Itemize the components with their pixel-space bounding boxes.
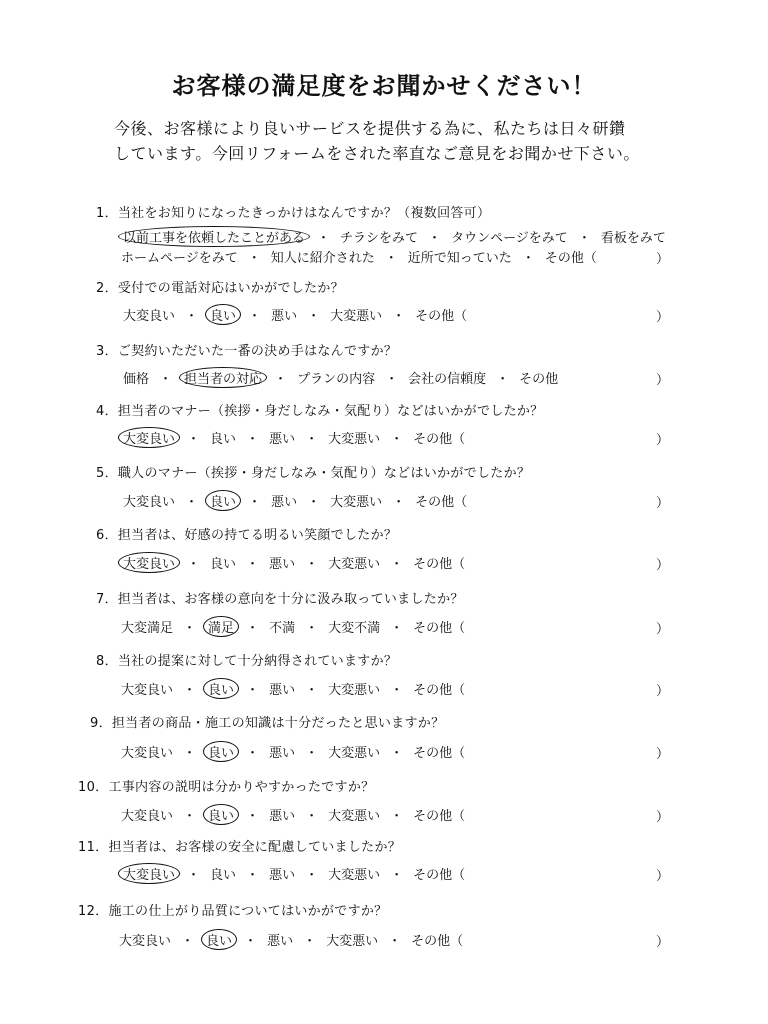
option[interactable]: プランの内容 — [297, 372, 376, 387]
close-paren: ） — [656, 373, 670, 388]
option[interactable]: 悪い — [269, 809, 296, 824]
option[interactable]: その他（ — [413, 621, 466, 636]
option[interactable]: 看板をみて — [600, 231, 666, 246]
selected-option[interactable]: 良い — [205, 490, 241, 511]
selected-option[interactable]: 良い — [203, 678, 239, 699]
selected-option[interactable]: 大変良い — [118, 552, 180, 573]
question-7-text: 7．担当者は、お客様の意向を十分に汲み取っていましたか？ — [96, 592, 464, 607]
question-6-text: 6．担当者は、好感の持てる明るい笑顔でしたか？ — [96, 528, 398, 543]
separator: ・ — [385, 372, 399, 387]
option[interactable]: 悪い — [267, 934, 294, 949]
selected-option[interactable]: 良い — [201, 929, 237, 950]
separator: ・ — [187, 868, 201, 883]
separator: ・ — [390, 746, 404, 761]
close-paren: ） — [656, 684, 670, 699]
separator: ・ — [187, 557, 201, 572]
question-1-text: 1．当社をお知りになったきっかけはなんですか？（複数回答可） — [96, 206, 491, 221]
separator: ・ — [305, 432, 319, 447]
option[interactable]: 悪い — [271, 309, 298, 324]
option[interactable]: 良い — [210, 557, 237, 572]
intro-line-1: 今後、お客様により良いサービスを提供する為に、私たちは日々研鑽 — [114, 119, 626, 138]
option[interactable]: 大変不満 — [328, 621, 381, 636]
question-2-text: 2．受付での電話対応はいかがでしたか？ — [96, 281, 344, 296]
separator: ・ — [246, 432, 260, 447]
option[interactable]: 不満 — [269, 621, 296, 636]
close-paren: ） — [656, 558, 670, 573]
separator: ・ — [390, 868, 404, 883]
option[interactable]: 悪い — [269, 868, 296, 883]
option[interactable]: 大変悪い — [328, 557, 381, 572]
separator: ・ — [248, 495, 262, 510]
option[interactable]: チラシをみて — [340, 231, 419, 246]
separator: ・ — [317, 231, 331, 246]
separator: ・ — [392, 495, 406, 510]
separator: ・ — [181, 934, 195, 949]
close-paren: ） — [656, 869, 670, 884]
option[interactable]: その他（ — [413, 557, 466, 572]
close-paren: ） — [656, 433, 670, 448]
separator: ・ — [390, 683, 404, 698]
separator: ・ — [392, 309, 406, 324]
option[interactable]: 大変満足 — [121, 621, 174, 636]
option[interactable]: 大変悪い — [330, 309, 383, 324]
separator: ・ — [577, 231, 591, 246]
separator: ・ — [246, 746, 260, 761]
separator: ・ — [246, 868, 260, 883]
option[interactable]: 大変良い — [123, 309, 176, 324]
separator: ・ — [305, 809, 319, 824]
separator: ・ — [305, 746, 319, 761]
close-paren: ） — [656, 810, 670, 825]
option[interactable]: 大変悪い — [328, 746, 381, 761]
separator: ・ — [305, 683, 319, 698]
separator: ・ — [428, 231, 442, 246]
separator: ・ — [305, 557, 319, 572]
separator: ・ — [187, 432, 201, 447]
option[interactable]: その他（ — [415, 495, 468, 510]
option[interactable]: その他（ — [544, 251, 597, 266]
option[interactable]: 悪い — [269, 557, 296, 572]
separator: ・ — [390, 621, 404, 636]
question-11-options — [118, 863, 468, 884]
question-4-options — [118, 427, 468, 448]
question-9-options — [118, 741, 468, 762]
question-3-options — [120, 367, 561, 388]
separator: ・ — [183, 621, 197, 636]
option[interactable]: 大変良い — [121, 683, 174, 698]
option[interactable]: 大変良い — [121, 746, 174, 761]
close-paren: ） — [656, 935, 670, 950]
option[interactable]: その他（ — [413, 683, 466, 698]
option[interactable]: タウンページをみて — [451, 231, 568, 246]
separator: ・ — [307, 309, 321, 324]
question-5-text: 5．職人のマナー（挨拶・身だしなみ・気配り）などはいかがでしたか？ — [96, 466, 531, 481]
selected-option[interactable]: 満足 — [203, 616, 239, 637]
selected-option[interactable]: 良い — [203, 804, 239, 825]
option[interactable]: 大変良い — [119, 934, 172, 949]
option[interactable]: 大変悪い — [328, 432, 381, 447]
selected-option[interactable]: 担当者の対応 — [179, 367, 267, 388]
separator: ・ — [159, 372, 173, 387]
question-4-text: 4．担当者のマナー（挨拶・身だしなみ・気配り）などはいかがでしたか？ — [96, 404, 544, 419]
question-10-options — [118, 804, 468, 825]
separator: ・ — [384, 251, 398, 266]
close-paren: ） — [656, 252, 670, 267]
separator: ・ — [274, 372, 288, 387]
option[interactable]: 良い — [210, 432, 237, 447]
separator: ・ — [246, 809, 260, 824]
question-9-text: 9．担当者の商品・施工の知識は十分だったと思いますか？ — [90, 716, 445, 731]
question-3-text: 3．ご契約いただいた一番の決め手はなんですか？ — [96, 344, 398, 359]
selected-option[interactable]: 大変良い — [118, 863, 180, 884]
question-12-text: 12．施工の仕上がり品質についてはいかがですか？ — [78, 904, 388, 919]
option[interactable]: その他（ — [413, 868, 466, 883]
separator: ・ — [305, 868, 319, 883]
question-2-options — [120, 304, 470, 325]
close-paren: ） — [656, 747, 670, 762]
question-12-options — [116, 929, 466, 950]
close-paren: ） — [656, 622, 670, 637]
separator: ・ — [496, 372, 510, 387]
question-11-text: 11．担当者は、お客様の安全に配慮していましたか？ — [78, 840, 402, 855]
close-paren: ） — [656, 310, 670, 325]
separator: ・ — [183, 746, 197, 761]
option[interactable]: 大変悪い — [328, 809, 381, 824]
separator: ・ — [185, 495, 199, 510]
option[interactable]: 価格 — [123, 372, 150, 387]
selected-option[interactable]: 良い — [205, 304, 241, 325]
separator: ・ — [307, 495, 321, 510]
option[interactable]: その他（ — [413, 809, 466, 824]
separator: ・ — [248, 309, 262, 324]
question-5-options — [120, 490, 470, 511]
separator: ・ — [390, 432, 404, 447]
page-title: お客様の満足度をお聞かせください！ — [171, 72, 597, 100]
question-8-text: 8．当社の提案に対して十分納得されていますか？ — [96, 654, 398, 669]
intro-line-2: しています。今回リフォームをされた率直なご意見をお聞かせ下さい。 — [114, 144, 640, 163]
separator: ・ — [185, 309, 199, 324]
separator: ・ — [247, 251, 261, 266]
separator: ・ — [183, 809, 197, 824]
option[interactable]: その他（ — [415, 309, 468, 324]
option[interactable]: 大変悪い — [328, 868, 381, 883]
option[interactable]: 良い — [210, 868, 237, 883]
separator: ・ — [388, 934, 402, 949]
option[interactable]: その他（ — [413, 432, 466, 447]
selected-option[interactable]: 良い — [203, 741, 239, 762]
option[interactable]: 大変良い — [123, 495, 176, 510]
separator: ・ — [390, 557, 404, 572]
question-1-options — [118, 246, 600, 267]
option[interactable]: 知人に紹介された — [270, 251, 375, 266]
question-1-options — [118, 226, 669, 247]
option[interactable]: 近所で知っていた — [407, 251, 512, 266]
option[interactable]: 悪い — [271, 495, 298, 510]
separator: ・ — [246, 683, 260, 698]
separator: ・ — [303, 934, 317, 949]
option[interactable]: 大変悪い — [328, 683, 381, 698]
option[interactable]: 悪い — [269, 432, 296, 447]
separator: ・ — [521, 251, 535, 266]
option[interactable]: その他（ — [411, 934, 464, 949]
option[interactable]: 悪い — [269, 683, 296, 698]
separator: ・ — [244, 934, 258, 949]
option[interactable]: その他（ — [413, 746, 466, 761]
option[interactable]: 大変悪い — [330, 495, 383, 510]
option[interactable]: 会社の信頼度 — [408, 372, 487, 387]
option[interactable]: その他 — [519, 372, 559, 387]
question-8-options — [118, 678, 468, 699]
separator: ・ — [246, 557, 260, 572]
separator: ・ — [390, 809, 404, 824]
option[interactable]: 大変悪い — [326, 934, 379, 949]
question-7-options — [118, 616, 468, 637]
option[interactable]: 悪い — [269, 746, 296, 761]
option[interactable]: 大変良い — [121, 809, 174, 824]
separator: ・ — [183, 683, 197, 698]
selected-option[interactable]: 大変良い — [118, 427, 180, 448]
option[interactable]: ホームページをみて — [121, 251, 238, 266]
separator: ・ — [305, 621, 319, 636]
question-10-text: 10．工事内容の説明は分かりやすかったですか？ — [78, 780, 375, 795]
selected-option[interactable]: 以前工事を依頼したことがある — [118, 226, 310, 247]
separator: ・ — [246, 621, 260, 636]
close-paren: ） — [656, 496, 670, 511]
question-6-options — [118, 552, 468, 573]
